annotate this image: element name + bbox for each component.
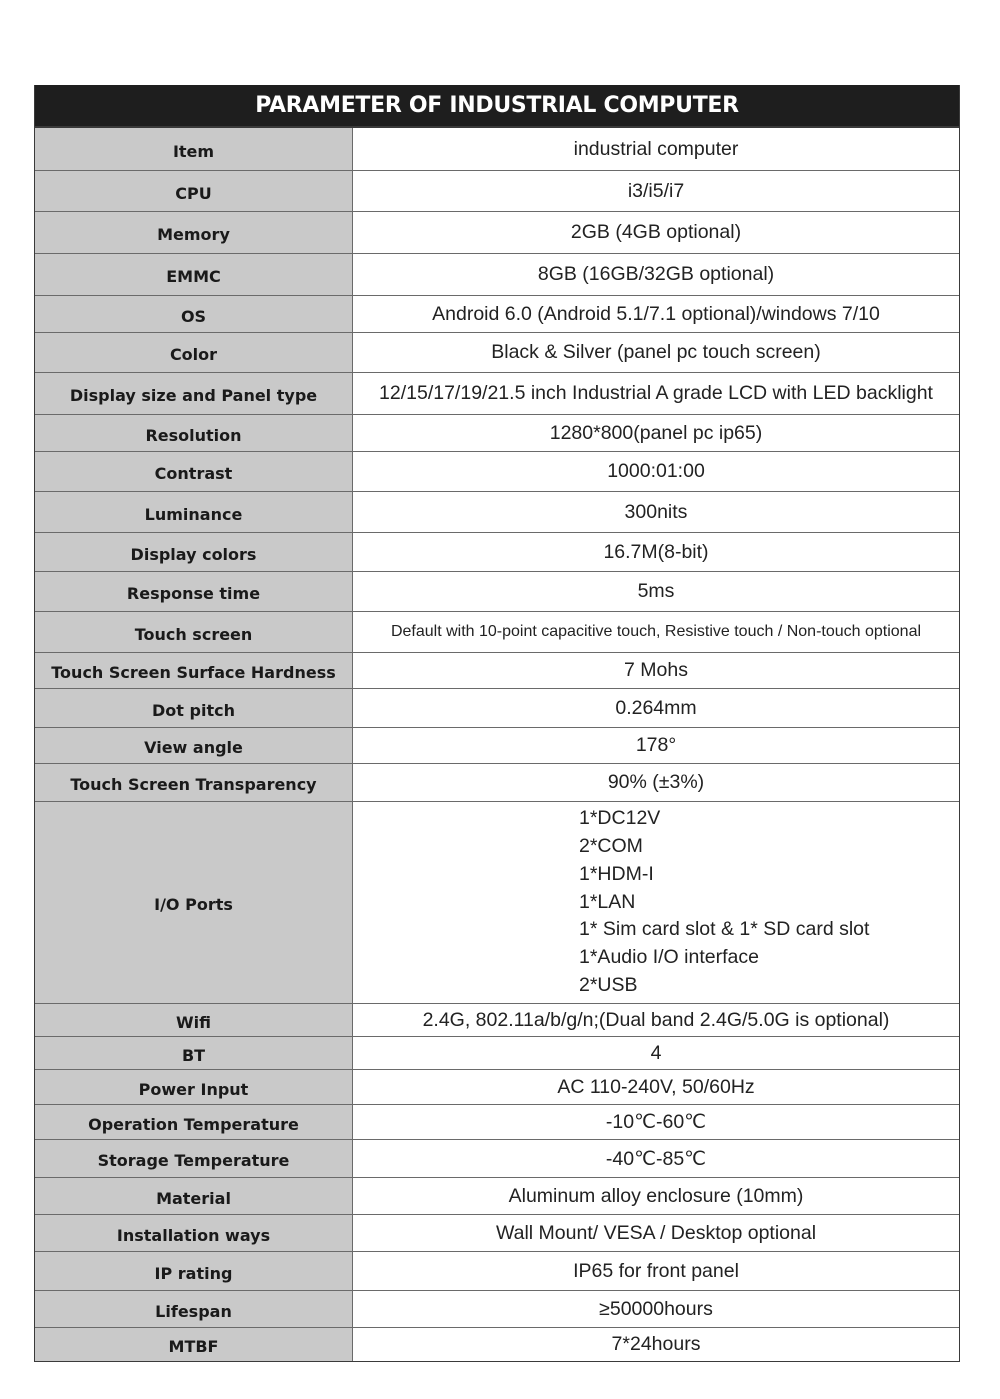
table-row — [35, 1178, 959, 1215]
row-label: Display size and Panel type — [35, 373, 353, 414]
table-row — [35, 1291, 959, 1328]
row-value: 4 — [353, 1037, 959, 1069]
row-label: OS — [35, 296, 353, 332]
row-value: industrial computer — [353, 128, 959, 170]
row-label: Operation Temperature — [35, 1105, 353, 1139]
row-label: Lifespan — [35, 1291, 353, 1327]
io-port-line: 1*Audio I/O interface — [579, 946, 759, 969]
row-label: I/O Ports — [35, 802, 353, 1003]
row-label: Item — [35, 128, 353, 170]
row-label: Installation ways — [35, 1215, 353, 1251]
row-value: ≥50000hours — [353, 1291, 959, 1327]
table-row — [35, 1070, 959, 1105]
io-port-line: 1*LAN — [579, 890, 636, 913]
row-label: CPU — [35, 171, 353, 211]
table-row — [35, 296, 959, 333]
row-value: 8GB (16GB/32GB optional) — [353, 254, 959, 295]
table-row — [35, 1105, 959, 1140]
table-row — [35, 572, 959, 612]
table-row — [35, 1037, 959, 1070]
row-value: 7 Mohs — [353, 653, 959, 688]
row-value: 178° — [353, 728, 959, 763]
row-label: Resolution — [35, 415, 353, 451]
table-title: PARAMETER OF INDUSTRIAL COMPUTER — [35, 85, 959, 128]
table-row — [35, 764, 959, 802]
row-label: Contrast — [35, 452, 353, 491]
row-value: Black & Silver (panel pc touch screen) — [353, 333, 959, 372]
table-row — [35, 802, 959, 1004]
row-value: 16.7M(8-bit) — [353, 533, 959, 571]
row-label: Display colors — [35, 533, 353, 571]
row-value: 90% (±3%) — [353, 764, 959, 801]
row-label: Storage Temperature — [35, 1140, 353, 1177]
row-label: MTBF — [35, 1328, 353, 1361]
row-value: Android 6.0 (Android 5.1/7.1 optional)/windows 7/10 — [353, 296, 959, 332]
io-ports-list — [353, 802, 959, 1003]
row-label: Touch Screen Transparency — [35, 764, 353, 801]
row-label: Power Input — [35, 1070, 353, 1104]
row-value: 300nits — [353, 492, 959, 532]
table-row — [35, 333, 959, 373]
row-value: Default with 10-point capacitive touch, Resistive touch / Non-touch optional — [353, 612, 959, 652]
io-port-line: 1* Sim card slot & 1* SD card slot — [579, 918, 870, 941]
row-label: Response time — [35, 572, 353, 611]
row-label: View angle — [35, 728, 353, 763]
row-label: Memory — [35, 212, 353, 253]
table-row — [35, 212, 959, 254]
table-row — [35, 415, 959, 452]
row-value: 7*24hours — [353, 1328, 959, 1361]
row-label: IP rating — [35, 1252, 353, 1290]
row-value: IP65 for front panel — [353, 1252, 959, 1290]
row-value: 2.4G, 802.11a/b/g/n;(Dual band 2.4G/5.0G is optional) — [353, 1004, 959, 1036]
row-value: 0.264mm — [353, 689, 959, 727]
row-label: Material — [35, 1178, 353, 1214]
table-row — [35, 1140, 959, 1178]
row-label: Touch screen — [35, 612, 353, 652]
io-port-line: 1*DC12V — [579, 807, 661, 830]
row-label: EMMC — [35, 254, 353, 295]
spec-table — [34, 85, 960, 1362]
table-row — [35, 1215, 959, 1252]
row-label: Dot pitch — [35, 689, 353, 727]
table-row — [35, 452, 959, 492]
table-row — [35, 373, 959, 415]
table-row — [35, 653, 959, 689]
io-port-line: 1*HDM-I — [579, 862, 654, 885]
row-value: 5ms — [353, 572, 959, 611]
table-row — [35, 689, 959, 728]
row-label: Luminance — [35, 492, 353, 532]
row-value: -40℃-85℃ — [353, 1140, 959, 1177]
io-port-line: 2*COM — [579, 835, 643, 857]
table-row — [35, 1252, 959, 1291]
table-row — [35, 171, 959, 212]
table-row — [35, 1328, 959, 1361]
table-row — [35, 533, 959, 572]
row-value: 12/15/17/19/21.5 inch Industrial A grade LCD with LED backlight — [353, 373, 959, 414]
row-value: i3/i5/i7 — [353, 171, 959, 211]
row-value: Wall Mount/ VESA / Desktop optional — [353, 1215, 959, 1251]
row-value: Aluminum alloy enclosure (10mm) — [353, 1178, 959, 1214]
table-row — [35, 1004, 959, 1037]
table-row — [35, 128, 959, 171]
row-label: Color — [35, 333, 353, 372]
table-row — [35, 612, 959, 653]
table-row — [35, 728, 959, 764]
row-value: 2GB (4GB optional) — [353, 212, 959, 253]
io-port-line: 2*USB — [579, 973, 638, 996]
row-value: AC 110-240V, 50/60Hz — [353, 1070, 959, 1104]
table-row — [35, 492, 959, 533]
row-value: -10℃-60℃ — [353, 1105, 959, 1139]
row-value: 1000:01:00 — [353, 452, 959, 491]
table-row — [35, 254, 959, 296]
row-label: Wifi — [35, 1004, 353, 1036]
row-label: Touch Screen Surface Hardness — [35, 653, 353, 688]
row-value: 1280*800(panel pc ip65) — [353, 415, 959, 451]
row-label: BT — [35, 1037, 353, 1069]
